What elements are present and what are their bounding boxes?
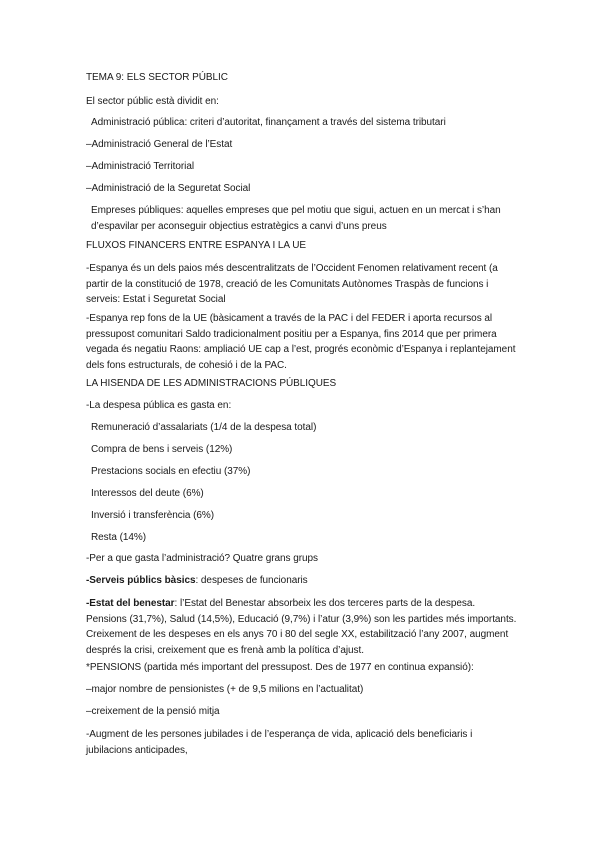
despesa-item: Remuneració d’assalariats (1/4 de la despesa total) [91,422,317,433]
pensions-list-item: –creixement de la pensió mitja [86,706,220,717]
admin-publica-text: Administració pública: criteri d’autoritat, finançament a través del sistema tributari [91,117,446,128]
despesa-intro: -La despesa pública es gasta en: [86,400,232,411]
despesa-item: Interessos del deute (6%) [91,488,204,499]
empreses-paragraph: Empreses públiques: aquelles empreses que pel motiu que sigui, actuen en un mercat i s’han d’espavilar per aconseguir objectius estratègics a canvi d’uns preus [91,205,501,232]
serveis-line [86,574,516,588]
fluxos-heading: FLUXOS FINANCERS ENTRE ESPANYA I LA UE [86,240,307,251]
hisenda-heading: LA HISENDA DE LES ADMINISTRACIONS PÚBLIQUES [86,378,337,389]
per-a-que-text: -Per a que gasta l’administració? Quatre grans grups [86,553,318,564]
admin-list-item: –Administració General de l’Estat [86,139,233,150]
augment-paragraph: -Augment de les persones jubilades i de l’esperança de vida, aplicació dels beneficiaris i jubilacions anticipades, [86,729,473,756]
pensions-list-item: –major nombre de pensionistes (+ de 9,5 milions en l’actualitat) [86,684,364,695]
despesa-item: Resta (14%) [91,532,147,543]
fluxos-paragraph-1: -Espanya és un dels paios més descentralitzats de l’Occident Fenomen relativament recent (a partir de la constitució de 1978, creació de les Comunitats Autònomes Traspàs de funcions i serveis: Estat i Seguretat Social [86,263,498,305]
admin-list-item: –Administració de la Seguretat Social [86,183,251,194]
pensions-heading: *PENSIONS (partida més important del pressupost. Des de 1977 en continua expansió): [86,662,474,673]
estat-bold: -Estat del benestar [86,598,175,609]
estat-paragraph [86,596,518,658]
serveis-rest: : despeses de funcionaris [195,575,308,586]
page-title: TEMA 9: ELS SECTOR PÚBLIC [86,72,228,83]
despesa-item: Compra de bens i serveis (12%) [91,444,233,455]
intro-text: El sector públic està dividit en: [86,96,219,107]
serveis-bold: -Serveis públics bàsics [86,575,196,586]
admin-list-item: –Administració Territorial [86,161,194,172]
estat-rest: : l’Estat del Benestar absorbeix les dos terceres parts de la despesa. Pensions (31,7%), Salud (14,5%), Educació (9,7%) i l’atur (3,9%) son les partides més importants. Creixement de les despeses en els anys 70 i 80 del segle XX, estabilització l’any 2007, augment després la crisi, creixement que es frenà amb la política d’ajust. [86,598,517,656]
despesa-item: Inversió i transferència (6%) [91,510,215,521]
fluxos-paragraph-2: -Espanya rep fons de la UE (bàsicament a través de la PAC i del FEDER i aporta recursos al pressupost comunitari Saldo tradicionalment positiu per a Espanya, fins 2014 que per primera vegada és negatiu Raons: ampliació UE cap a l’est, progrés econòmic d’Espanya i replantejament dels fons estructurals, de cohesió i de la PAC. [86,313,516,371]
despesa-item: Prestacions socials en efectiu (37%) [91,466,251,477]
